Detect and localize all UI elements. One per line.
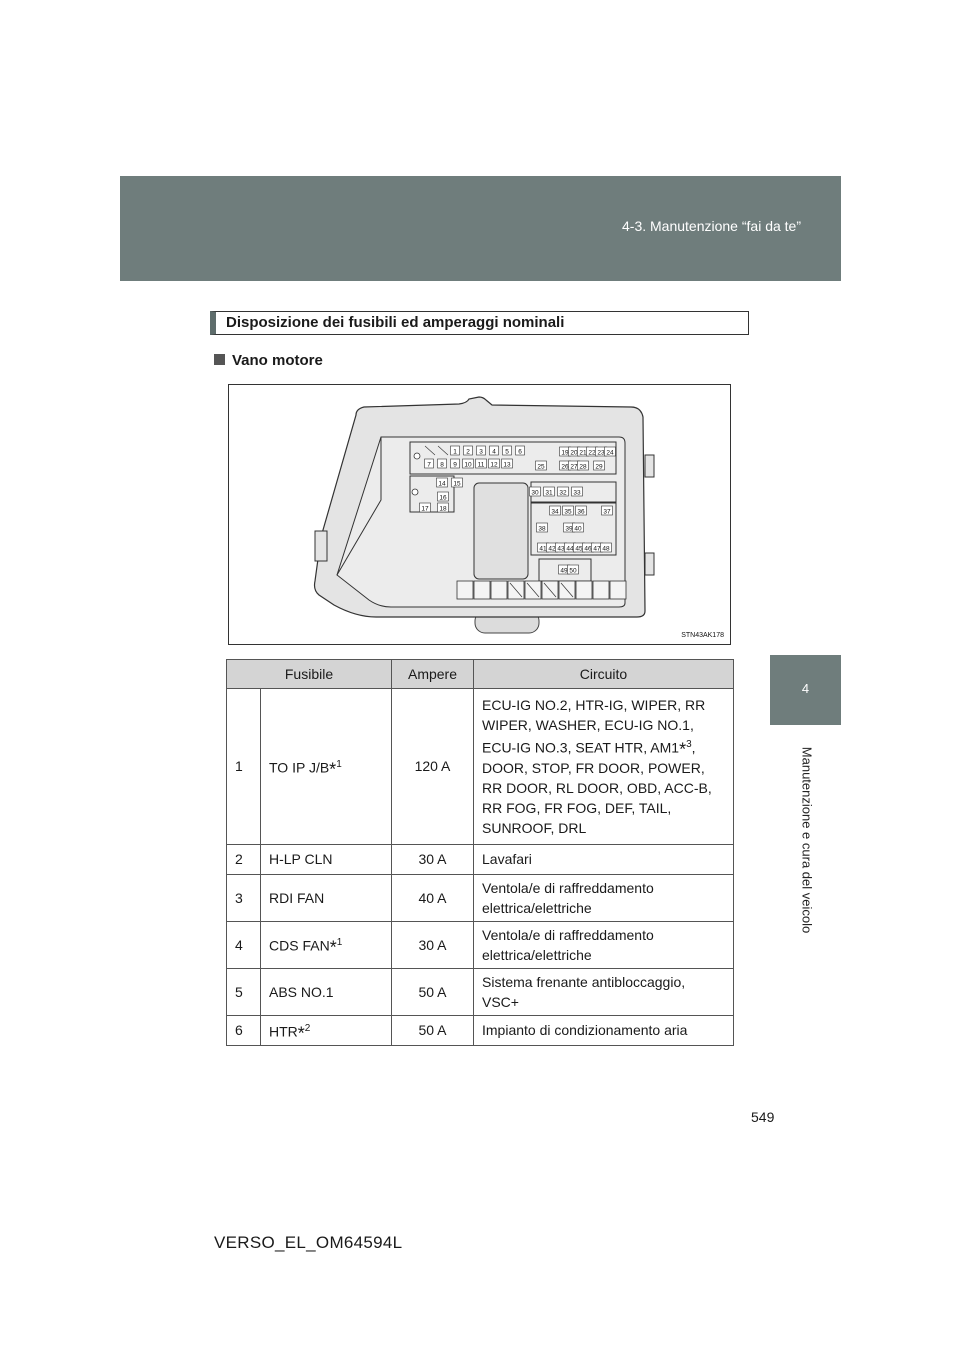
fuse-number-label: 28 <box>579 463 587 471</box>
fuse-number-label: 17 <box>421 505 429 513</box>
fuse-number-label: 6 <box>518 448 522 456</box>
fuse-number-label: 11 <box>477 461 485 469</box>
fuse-number-label: 13 <box>503 461 511 469</box>
fuse-number-label: 50 <box>569 567 577 575</box>
section-title: Disposizione dei fusibili ed amperaggi nominali <box>210 311 749 335</box>
relay-slot <box>474 581 490 599</box>
table-row: 6 HTR*$^2$ 50 A Impianto di condizionamento aria <box>227 1015 734 1045</box>
relay-slot <box>491 581 507 599</box>
fuse-number-label: 18 <box>439 505 447 513</box>
fuse-number-label: 24 <box>606 449 614 457</box>
table-row: 5 ABS NO.1 50 A Sistema frenante antibloccaggio, VSC+ <box>227 968 734 1015</box>
fuse-number-label: 29 <box>595 463 603 471</box>
col-circuit: Circuito <box>474 660 734 689</box>
fuse-number-label: 45 <box>575 545 583 553</box>
fuse-number-label: 40 <box>574 525 582 533</box>
fuse-number-label: 26 <box>561 463 569 471</box>
diagram-code: STN43AK178 <box>681 632 724 639</box>
fuse-number-label: 47 <box>593 545 601 553</box>
fuse-number-label: 21 <box>579 449 587 457</box>
fuse-number-label: 3 <box>479 448 483 456</box>
fuse-number-label: 10 <box>464 461 472 469</box>
fuse-number-label: 42 <box>548 545 556 553</box>
fuse-number-label: 31 <box>545 489 553 497</box>
fuse-number-label: 37 <box>603 508 611 516</box>
footer-code: VERSO_EL_OM64594L <box>214 1233 403 1252</box>
chapter-header <box>120 176 841 281</box>
fuse-number-label: 39 <box>565 525 573 533</box>
fuse-number-label: 23 <box>597 449 605 457</box>
chapter-title: 4-3. Manutenzione “fai da te” <box>622 218 801 234</box>
fuse-number-label: 38 <box>538 525 546 533</box>
fuse-number-label: 46 <box>584 545 592 553</box>
fuse-box-diagram <box>228 384 731 645</box>
fuse-number-label: 44 <box>566 545 574 553</box>
fuse-number-label: 41 <box>539 545 547 553</box>
fuse-number-label: 15 <box>453 480 461 488</box>
fuse-number-label: 48 <box>602 545 610 553</box>
fuse-number-label: 7 <box>427 461 431 469</box>
fuse-number-label: 25 <box>537 463 545 471</box>
relay-slot <box>457 581 473 599</box>
table-header-row <box>227 660 734 689</box>
fuse-number-label: 35 <box>564 508 572 516</box>
fuse-number-label: 49 <box>560 567 568 575</box>
chapter-side-label: Manutenzione e cura del veicolo <box>799 746 815 934</box>
sub-title: Vano motore <box>214 352 323 369</box>
fuse-number-label: 4 <box>492 448 496 456</box>
chapter-number: 4 <box>801 681 810 696</box>
relay-slot <box>610 581 626 599</box>
relay-slot <box>576 581 592 599</box>
fuse-number-label: 43 <box>557 545 565 553</box>
fuse-number-label: 36 <box>577 508 585 516</box>
table-row: 3 RDI FAN 40 A Ventola/e di raffreddamento elettrica/elettriche <box>227 874 734 921</box>
fuse-number-label: 2 <box>466 448 470 456</box>
fuse-number-label: 32 <box>559 489 567 497</box>
fuse-number-label: 1 <box>453 448 457 456</box>
table-row: 4 CDS FAN*$^1$ 30 A Ventola/e di raffreddamento elettrica/elettriche <box>227 921 734 968</box>
table-row: 2 H-LP CLN 30 A Lavafari <box>227 844 734 874</box>
relay-slot <box>593 581 609 599</box>
table-row: 1 TO IP J/B*$^1$ 120 A ECU-IG NO.2, HTR-IG, WIPER, RR WIPER, WASHER, ECU-IG NO.1, ECU-IG NO.3, SEAT HTR, AM1*$^3$, DOOR, STOP, FR DOOR, POWER, RR DOOR, RL DOOR, OBD, ACC-B, RR FOG, FR FOG, DEF, TAIL, SUNROOF, DRL <box>227 689 734 845</box>
fuse-number-label: 20 <box>570 449 578 457</box>
fuse-number-label: 33 <box>573 489 581 497</box>
fuse-number-label: 19 <box>561 449 569 457</box>
fuse-box-drawing <box>229 385 732 646</box>
chapter-tab <box>770 655 841 725</box>
fuse-number-label: 16 <box>439 494 447 502</box>
fuse-number-label: 14 <box>438 480 446 488</box>
fuse-number-label: 30 <box>531 489 539 497</box>
fuse-number-label: 34 <box>551 508 559 516</box>
fuse-table <box>226 659 734 1046</box>
col-ampere: Ampere <box>392 660 474 689</box>
page-number: 549 <box>751 1109 775 1125</box>
fuse-number-label: 22 <box>588 449 596 457</box>
col-fuse: Fusibile <box>227 660 392 689</box>
fuse-number-label: 9 <box>453 461 457 469</box>
fuse-number-label: 12 <box>490 461 498 469</box>
fuse-number-label: 8 <box>440 461 444 469</box>
fuse-number-label: 27 <box>570 463 578 471</box>
square-bullet-icon <box>214 354 225 365</box>
fuse-number-label: 5 <box>505 448 509 456</box>
